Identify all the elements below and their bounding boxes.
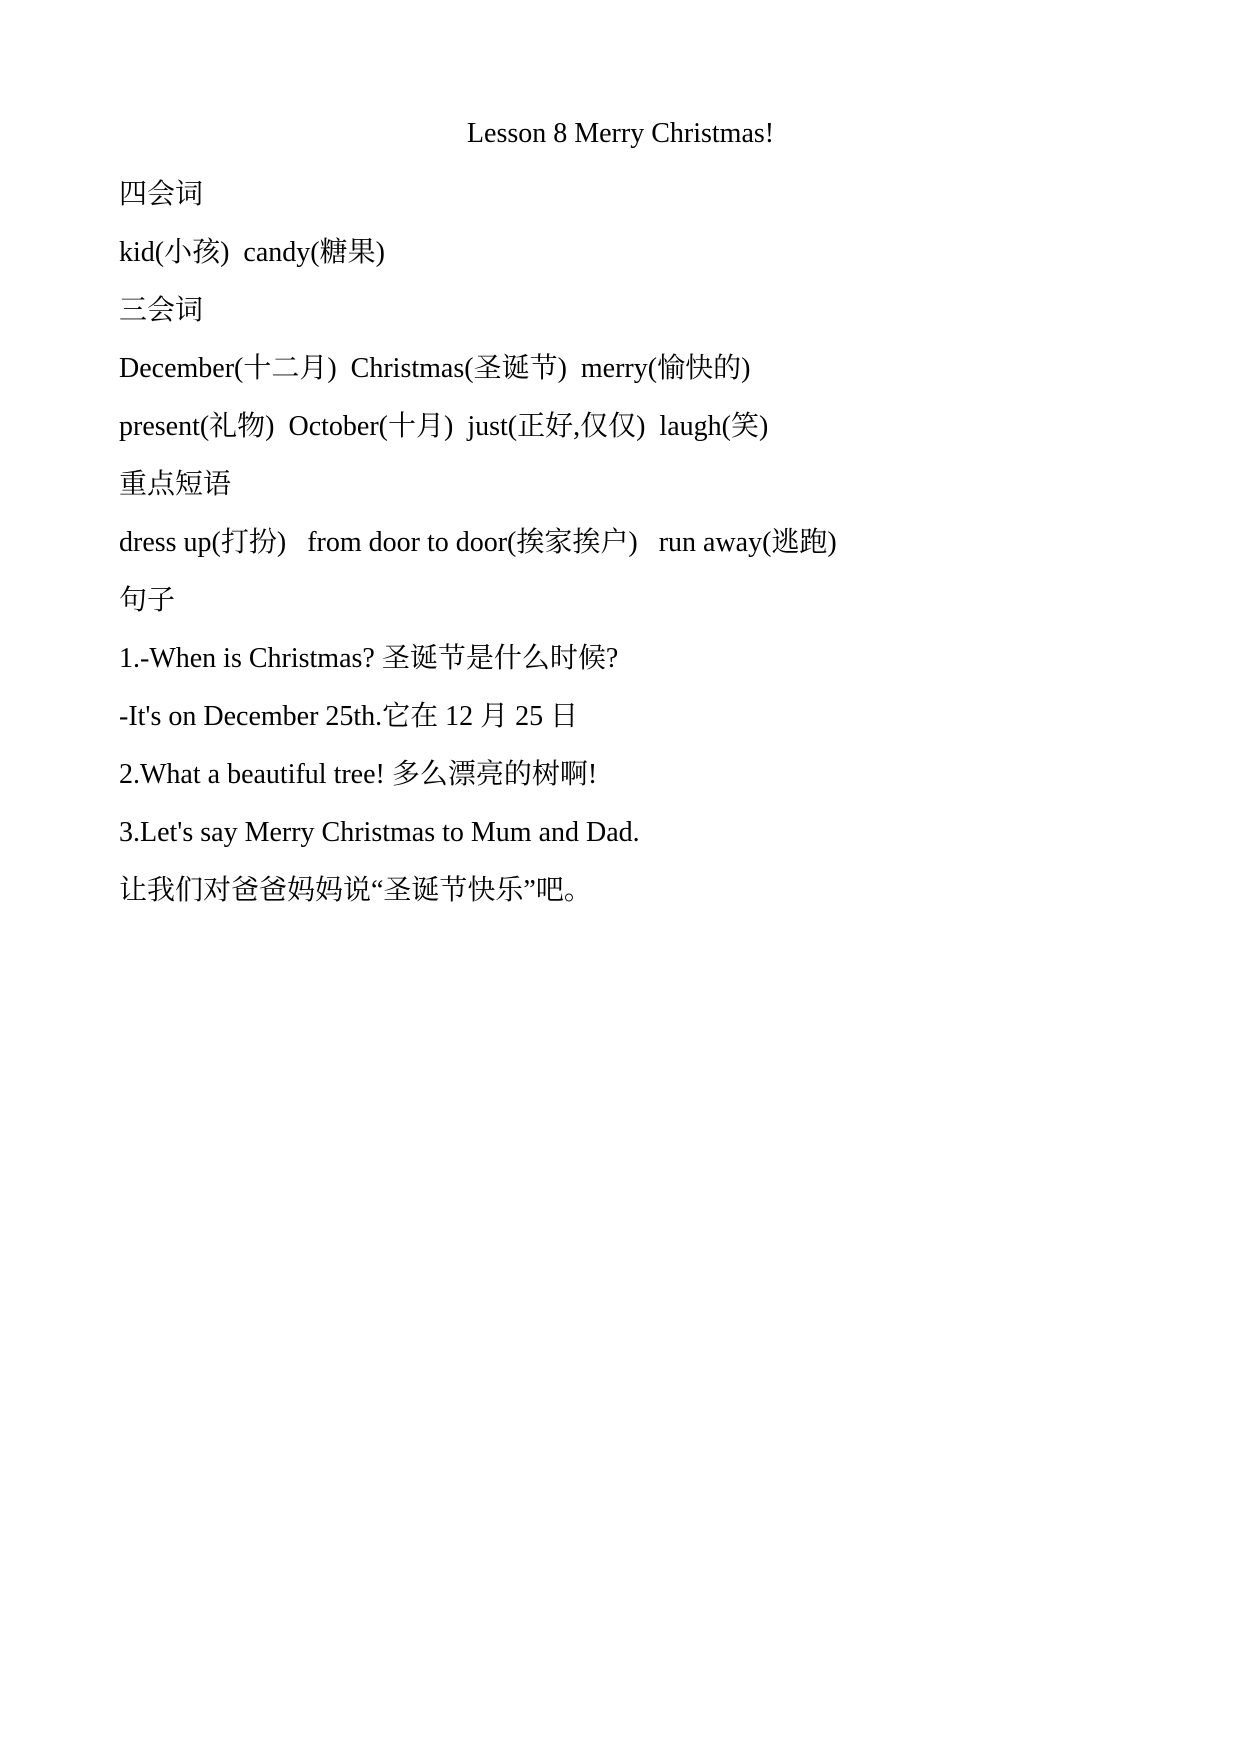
sentence-1-answer: -It's on December 25th.它在 12 月 25 日 — [119, 701, 579, 732]
phrase-line: dress up(打扮) from door to door(挨家挨户) run away(逃跑) — [119, 527, 837, 558]
vocab-line-four-skill: kid(小孩) candy(糖果) — [119, 237, 385, 268]
sentence-1-question: 1.-When is Christmas? 圣诞节是什么时候? — [119, 643, 619, 674]
heading-four-skill-words: 四会词 — [119, 179, 204, 210]
heading-sentences: 句子 — [119, 585, 176, 616]
lesson-title: Lesson 8 Merry Christmas! — [466, 118, 775, 149]
vocab-line-three-skill-2: present(礼物) October(十月) just(正好,仅仅) laugh(笑) — [119, 411, 769, 442]
heading-key-phrases: 重点短语 — [119, 469, 232, 500]
sentence-2: 2.What a beautiful tree! 多么漂亮的树啊! — [119, 759, 598, 790]
sentence-3-chinese: 让我们对爸爸妈妈说“圣诞节快乐”吧。 — [119, 875, 592, 906]
vocab-line-three-skill-1: December(十二月) Christmas(圣诞节) merry(愉快的) — [119, 353, 751, 384]
sentence-3-english: 3.Let's say Merry Christmas to Mum and Dad. — [119, 817, 640, 848]
heading-three-skill-words: 三会词 — [119, 295, 204, 326]
